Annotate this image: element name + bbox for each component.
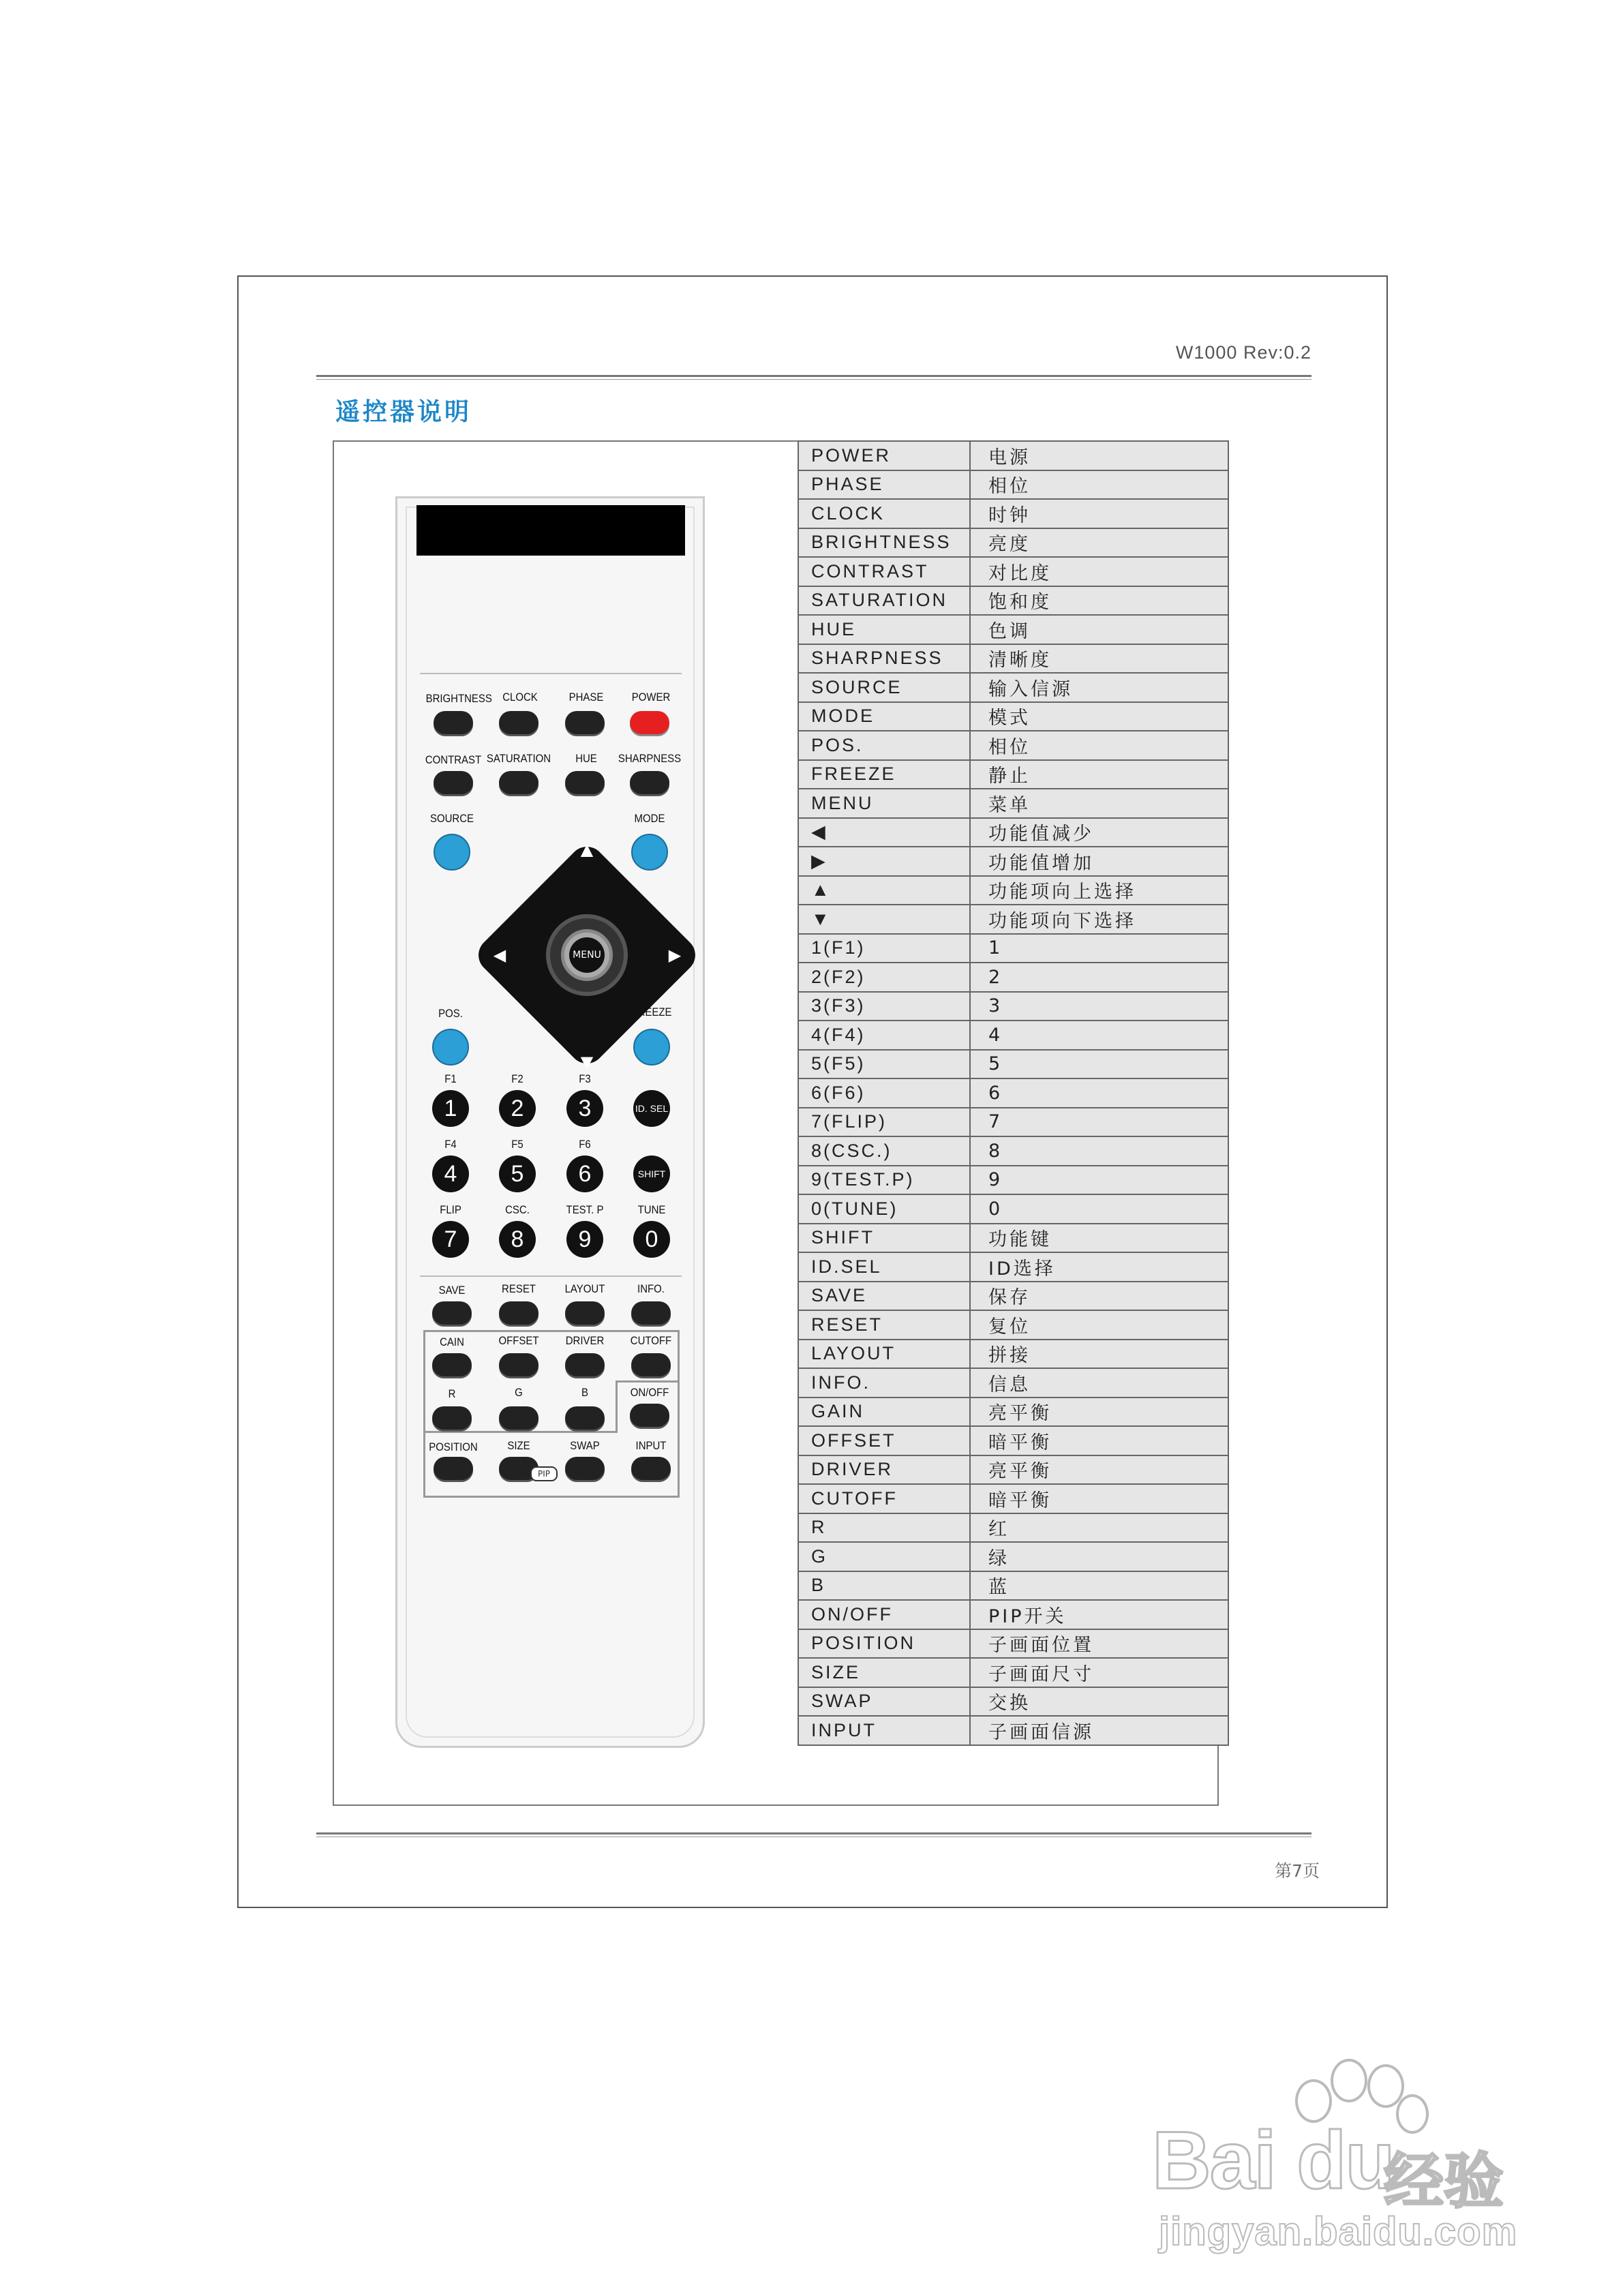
key-description-cell: 清晰度 [970, 644, 1228, 674]
key-name-cell: 6(F6) [798, 1078, 970, 1108]
key-description-cell: 信息 [970, 1368, 1228, 1398]
watermark-brand: 经验 [1384, 2146, 1504, 2216]
key-description-cell: 亮平衡 [970, 1398, 1228, 1427]
table-row [798, 1340, 1228, 1369]
key-description-cell: 时钟 [970, 499, 1228, 528]
key-description-cell: 子画面尺寸 [970, 1658, 1228, 1687]
key-description-cell: 拼接 [970, 1340, 1228, 1369]
table-row [798, 557, 1228, 586]
table-row [798, 963, 1228, 992]
watermark-logo: Bai du [1152, 2115, 1394, 2206]
phase-button [565, 711, 605, 734]
key-name-cell: LAYOUT [798, 1340, 970, 1369]
key-description-cell: 功能键 [970, 1224, 1228, 1253]
key-name-cell: 5(F5) [798, 1050, 970, 1079]
label-f2: F2 [511, 1072, 524, 1085]
key-name-cell: 3(F3) [798, 992, 970, 1021]
key-description-cell: 输入信源 [970, 673, 1228, 702]
table-row [798, 1455, 1228, 1485]
table-row [798, 789, 1228, 818]
table-row [798, 818, 1228, 847]
footer-rule [316, 1832, 1311, 1837]
table-row [798, 1136, 1228, 1166]
key-name-cell: SATURATION [798, 586, 970, 616]
swap-button [565, 1457, 605, 1480]
key-7: 7 [432, 1221, 469, 1258]
table-row [798, 1426, 1228, 1455]
table-row [798, 586, 1228, 616]
table-row [798, 1513, 1228, 1543]
table-row [798, 1542, 1228, 1571]
key-description-cell: 子画面信源 [970, 1716, 1228, 1745]
key-function-table [798, 440, 1229, 1746]
key-name-cell: B [798, 1571, 970, 1601]
key-name-cell: 4(F4) [798, 1021, 970, 1050]
gain-button [432, 1353, 472, 1376]
key-description-cell: PIP开关 [970, 1600, 1228, 1629]
content-frame [333, 440, 1219, 1806]
table-row [798, 615, 1228, 644]
label-r: R [448, 1387, 456, 1400]
remote-control-illustration [395, 496, 705, 1748]
table-row [798, 1484, 1228, 1513]
key-name-cell: FREEZE [798, 760, 970, 789]
table-row [798, 1687, 1228, 1717]
key-description-cell: 模式 [970, 702, 1228, 731]
info-button [631, 1301, 671, 1325]
mode-button [631, 834, 668, 871]
table-row [798, 1050, 1228, 1079]
key-name-cell: CUTOFF [798, 1484, 970, 1513]
label-f4: F4 [444, 1138, 457, 1151]
header-rule [316, 375, 1311, 380]
label-hue: HUE [575, 752, 597, 765]
key-description-cell: 静止 [970, 760, 1228, 789]
pip-tag: PIP [530, 1466, 558, 1481]
key-5: 5 [499, 1155, 536, 1192]
table-row [798, 760, 1228, 789]
lower-divider [420, 1275, 682, 1277]
key-description-cell: 功能项向上选择 [970, 876, 1228, 905]
key-name-cell: PHASE [798, 470, 970, 500]
key-description-cell: 相位 [970, 731, 1228, 760]
menu-button: MENU [569, 937, 605, 973]
key-description-cell: 0 [970, 1194, 1228, 1224]
table-row [798, 441, 1228, 470]
key-description-cell: 4 [970, 1021, 1228, 1050]
key-name-cell: SHIFT [798, 1224, 970, 1253]
label-b: B [581, 1386, 588, 1399]
key-description-cell: 8 [970, 1136, 1228, 1166]
table-row [798, 673, 1228, 702]
key-description-cell: ID选择 [970, 1252, 1228, 1282]
key-description-cell: 复位 [970, 1310, 1228, 1340]
paw-toe-icon [1331, 2059, 1367, 2102]
label-clock: CLOCK [502, 691, 538, 704]
clock-button [499, 711, 539, 734]
section-title: 遥控器说明 [335, 398, 472, 426]
key-description-cell: 7 [970, 1108, 1228, 1137]
layout-button [565, 1301, 605, 1325]
key-6: 6 [566, 1155, 603, 1192]
hue-button [565, 771, 605, 794]
table-row [798, 644, 1228, 674]
key-description-cell: 3 [970, 992, 1228, 1021]
key-description-cell: 2 [970, 963, 1228, 992]
key-description-cell: 对比度 [970, 557, 1228, 586]
key-name-cell: SAVE [798, 1282, 970, 1311]
key-description-cell: 绿 [970, 1542, 1228, 1571]
saturation-button [499, 771, 539, 794]
key-name-cell: ▶ [798, 847, 970, 876]
label-info: INFO. [637, 1282, 665, 1295]
freeze-button [633, 1029, 670, 1066]
key-name-cell: G [798, 1542, 970, 1571]
table-row [798, 1166, 1228, 1195]
key-name-cell: SOURCE [798, 673, 970, 702]
label-tune: TUNE [637, 1203, 666, 1216]
label-phase: PHASE [568, 691, 604, 704]
key-description-cell: 5 [970, 1050, 1228, 1079]
document-page [237, 275, 1388, 1908]
table-row [798, 1194, 1228, 1224]
watermark-url: jingyan.baidu.com [1159, 2209, 1518, 2254]
key-description-cell: 亮平衡 [970, 1455, 1228, 1485]
table-row [798, 1398, 1228, 1427]
arrow-up-icon: ▲ [580, 840, 594, 859]
power-button [630, 711, 669, 734]
table-row [798, 1108, 1228, 1137]
key-8: 8 [499, 1221, 536, 1258]
label-brightness: BRIGHTNESS [425, 692, 492, 705]
offset-button [499, 1353, 539, 1376]
key-name-cell: MENU [798, 789, 970, 818]
label-cutoff: CUTOFF [630, 1334, 672, 1347]
table-row [798, 1224, 1228, 1253]
save-button [432, 1301, 472, 1325]
label-mode: MODE [634, 812, 665, 825]
key-9: 9 [566, 1221, 603, 1258]
table-row [798, 702, 1228, 731]
contrast-button [434, 771, 473, 794]
key-name-cell: 2(F2) [798, 963, 970, 992]
key-description-cell: 9 [970, 1166, 1228, 1195]
key-name-cell: HUE [798, 615, 970, 644]
paw-toe-icon [1396, 2094, 1429, 2134]
key-name-cell: OFFSET [798, 1426, 970, 1455]
key-description-cell: 相位 [970, 470, 1228, 500]
label-csc: CSC. [505, 1203, 530, 1216]
cutoff-button [631, 1353, 671, 1376]
g-button [499, 1406, 539, 1430]
key-name-cell: ID.SEL [798, 1252, 970, 1282]
key-1: 1 [432, 1090, 469, 1127]
table-row [798, 1021, 1228, 1050]
arrow-left-icon: ◀ [493, 946, 506, 965]
page-number: 第7页 [1275, 1861, 1320, 1881]
top-block-divider [420, 673, 682, 674]
b-button [565, 1406, 605, 1430]
key-description-cell: 色调 [970, 615, 1228, 644]
label-pos: POS. [438, 1007, 463, 1020]
key-name-cell: ON/OFF [798, 1600, 970, 1629]
label-reset: RESET [502, 1282, 536, 1295]
ir-window [416, 505, 685, 556]
key-name-cell: 9(TEST.P) [798, 1166, 970, 1195]
key-description-cell: 保存 [970, 1282, 1228, 1311]
key-name-cell: ▼ [798, 905, 970, 934]
onoff-block-line [616, 1380, 680, 1383]
key-description-cell: 暗平衡 [970, 1426, 1228, 1455]
label-power: POWER [631, 691, 671, 704]
doc-revision: W1000 Rev:0.2 [1175, 342, 1311, 363]
key-name-cell: 0(TUNE) [798, 1194, 970, 1224]
table-row [798, 876, 1228, 905]
table-row [798, 1252, 1228, 1282]
table-row [798, 528, 1228, 558]
r-button [432, 1406, 472, 1430]
key-name-cell: DRIVER [798, 1455, 970, 1485]
key-id-sel: ID. SEL [633, 1090, 670, 1127]
key-name-cell: SHARPNESS [798, 644, 970, 674]
key-description-cell: 蓝 [970, 1571, 1228, 1601]
key-0: 0 [633, 1221, 670, 1258]
label-input: INPUT [635, 1439, 667, 1452]
table-row [798, 1368, 1228, 1398]
label-flip: FLIP [440, 1203, 461, 1216]
key-description-cell: 菜单 [970, 789, 1228, 818]
label-f5: F5 [511, 1138, 524, 1151]
table-row [798, 847, 1228, 876]
label-driver: DRIVER [565, 1334, 605, 1347]
label-freeze: FREEZE [631, 1006, 672, 1018]
label-g: G [515, 1386, 523, 1399]
key-description-cell: 6 [970, 1078, 1228, 1108]
label-on-off: ON/OFF [630, 1386, 669, 1399]
reset-button [499, 1301, 539, 1325]
key-description-cell: 饱和度 [970, 586, 1228, 616]
table-row [798, 905, 1228, 934]
sharpness-button [630, 771, 669, 794]
key-name-cell: GAIN [798, 1398, 970, 1427]
key-description-cell: 暗平衡 [970, 1484, 1228, 1513]
label-save: SAVE [438, 1284, 466, 1297]
label-sharpness: SHARPNESS [618, 752, 682, 765]
label-contrast: CONTRAST [425, 753, 482, 766]
label-offset: OFFSET [498, 1334, 539, 1347]
table-row [798, 470, 1228, 500]
key-name-cell: CONTRAST [798, 557, 970, 586]
key-name-cell: POS. [798, 731, 970, 760]
key-name-cell: MODE [798, 702, 970, 731]
key-description-cell: 1 [970, 934, 1228, 963]
paw-toe-icon [1367, 2064, 1404, 2108]
key-name-cell: INPUT [798, 1716, 970, 1745]
table-row [798, 499, 1228, 528]
label-f1: F1 [444, 1072, 457, 1085]
table-row [798, 992, 1228, 1021]
arrow-right-icon: ▶ [668, 946, 682, 965]
label-saturation: SATURATION [486, 752, 551, 765]
label-swap: SWAP [570, 1439, 600, 1452]
driver-button [565, 1353, 605, 1376]
table-row [798, 1629, 1228, 1659]
arrow-down-icon: ▼ [580, 1053, 594, 1072]
brightness-button [434, 711, 473, 734]
key-2: 2 [499, 1090, 536, 1127]
key-name-cell: 7(FLIP) [798, 1108, 970, 1137]
key-description-cell: 功能值减少 [970, 818, 1228, 847]
key-name-cell: POWER [798, 441, 970, 470]
key-description-cell: 电源 [970, 441, 1228, 470]
label-gain: CAIN [440, 1335, 464, 1348]
rgb-block-line [423, 1431, 618, 1433]
table-row [798, 731, 1228, 760]
key-name-cell: ◀ [798, 818, 970, 847]
table-row [798, 934, 1228, 963]
table-row [798, 1310, 1228, 1340]
label-layout: LAYOUT [564, 1282, 605, 1295]
key-description-cell: 功能项向下选择 [970, 905, 1228, 934]
label-position: POSITION [429, 1440, 478, 1453]
key-name-cell: R [798, 1513, 970, 1543]
key-name-cell: BRIGHTNESS [798, 528, 970, 558]
key-description-cell: 交换 [970, 1687, 1228, 1717]
key-name-cell: ▲ [798, 876, 970, 905]
key-name-cell: 1(F1) [798, 934, 970, 963]
key-name-cell: POSITION [798, 1629, 970, 1659]
source-button [434, 834, 470, 871]
key-name-cell: CLOCK [798, 499, 970, 528]
key-name-cell: RESET [798, 1310, 970, 1340]
key-name-cell: SWAP [798, 1687, 970, 1717]
key-name-cell: INFO. [798, 1368, 970, 1398]
label-size: SIZE [507, 1439, 530, 1452]
label-source: SOURCE [429, 812, 474, 825]
key-shift: SHIFT [633, 1155, 670, 1192]
position-button [434, 1457, 473, 1480]
table-row [798, 1658, 1228, 1687]
on-off-button [630, 1404, 669, 1427]
baidu-watermark [1152, 2052, 1534, 2256]
table-row [798, 1571, 1228, 1601]
table-row [798, 1600, 1228, 1629]
key-description-cell: 功能值增加 [970, 847, 1228, 876]
key-3: 3 [566, 1090, 603, 1127]
table-row [798, 1282, 1228, 1311]
pos-button [432, 1029, 469, 1066]
key-4: 4 [432, 1155, 469, 1192]
key-name-cell: SIZE [798, 1658, 970, 1687]
label-f6: F6 [579, 1138, 591, 1151]
key-name-cell: 8(CSC.) [798, 1136, 970, 1166]
key-description-cell: 红 [970, 1513, 1228, 1543]
input-button [631, 1457, 671, 1480]
table-row [798, 1716, 1228, 1745]
label-test-p: TEST. P [566, 1203, 604, 1216]
table-row [798, 1078, 1228, 1108]
label-f3: F3 [579, 1072, 591, 1085]
key-description-cell: 子画面位置 [970, 1629, 1228, 1659]
key-description-cell: 亮度 [970, 528, 1228, 558]
